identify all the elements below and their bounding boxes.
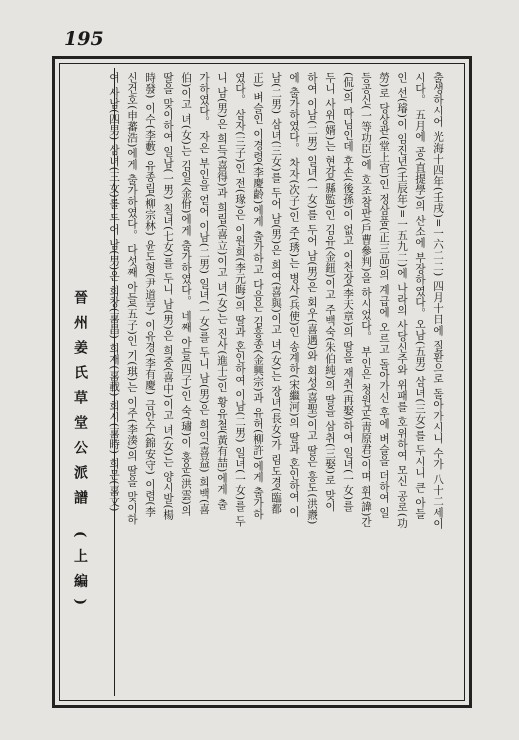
page-number: 195	[64, 28, 104, 50]
text-column: 신건호(申蕃浩)에게 출가하였다。 다섯째 아들(五子)인 기(琪)는 이주(李湊)의 딸을 맞이하	[126, 72, 138, 525]
text-block	[106, 72, 448, 699]
text-column: 가하였다。 자은 부인을 얻어 이남(二男) 일녀(一女)를 두니 남(男)은 희익(喜益) 희백(喜	[198, 72, 210, 515]
text-column: 여 사남(四男) 삼녀(三女)를 두어 남(男)은 희창(喜昌) 희재(喜載) 희시(喜時) 희문(喜文)	[108, 72, 120, 512]
text-column: 였다。 삼자(三子)인 전(瑑)은 이원희(李元晦)의 딸과 혼인하여 이남(二男) 일녀(一女)를 두	[234, 72, 246, 527]
text-column: 두니 사위(婿)는 현감(縣監)인 김유(金鈕)이고 주백숙(朱伯純)의 딸을 삼취(三娶)로 맞이	[324, 72, 336, 512]
text-column: 인 선(璿)이 임진년(壬辰年)=一五九二)에 나라의 사당신주와 위패를 호위하여 모신 공로(功	[396, 72, 408, 529]
text-column: (侃)의 따님인데 후손(後孫)이 없고 이천장(李天章)의 딸을 재취(再娶)하여 일녀(一女)를	[342, 72, 354, 512]
page-frame	[52, 56, 472, 708]
text-column: 남(二男) 삼녀(三女)를 두어 남(男)은 희여(喜與)이고 녀(女)는 장녀(長女)가 림도경(臨都	[270, 72, 282, 515]
column-separator	[114, 68, 115, 696]
page-frame-inner	[59, 63, 465, 701]
text-column: 時發) 이수(李藪) 유종림(柳宗林) 윤도형(尹道亨) 이유경(李有慶) 금안수(錦安守) 이렴(李	[144, 72, 156, 518]
text-column: 시다。 五月에 공(直提學)의 산소에 부장하였다。오남(五男) 삼녀(三女)를 두시니 큰 아들	[414, 72, 426, 520]
side-title: 晉州姜氏草堂公派譜 (上編)	[72, 290, 88, 617]
text-column: 딸을 맞이하여 일남(一男) 칠녀(七女)를 두니 남(男)은 희중(喜中)이고 녀(女)는 양시발(楊	[162, 72, 174, 521]
text-column: 에 출가하였다。 차자(次子)인 주(琇)는 병사(兵使)인 송계하(宋繼河)의 딸과 혼인하여 이	[288, 72, 300, 518]
text-column: 등공신(一等功臣)에 호조참판(戶曹參判)을 하시었다。 부인은 청원군(靑原君)이며 휘(諱)간	[360, 72, 372, 529]
text-column: 伯)이고 녀(女)는 김일(金佾)에게 출가하였다。 네째 아들(四子)인 숙(璛)이 홍운(洪雲)의	[180, 72, 192, 517]
text-column: 勞)로 당상관(堂上官)인 정삼품(正三品)의 계급에 오르고 돌아가신 후에 벼슬을 더하여 일	[378, 72, 390, 519]
text-column: 正) 벼슬인 이경령(李慶齡)에게 출가하고 다음은 김흥종(金興宗)과 유허(柳許)에게 출가하	[252, 72, 264, 521]
text-column: 출생하시어 光海十四年(壬戌)=一六二二) 四月十日에 질환으로 돌아가시니 수가 八十二세이	[432, 72, 444, 530]
text-column: 니 남(男)은 희득(喜得)과 희립(喜立)이고 녀(女)는 진사(進士)인 황유철(黃有喆)에게 출	[216, 72, 228, 510]
text-column: 하여 이남(二男) 일녀(一女)를 두어 남(男)은 회우(喜遇)와 회성(喜聖)이고 딸은 흥도(洪燾)	[306, 72, 318, 525]
